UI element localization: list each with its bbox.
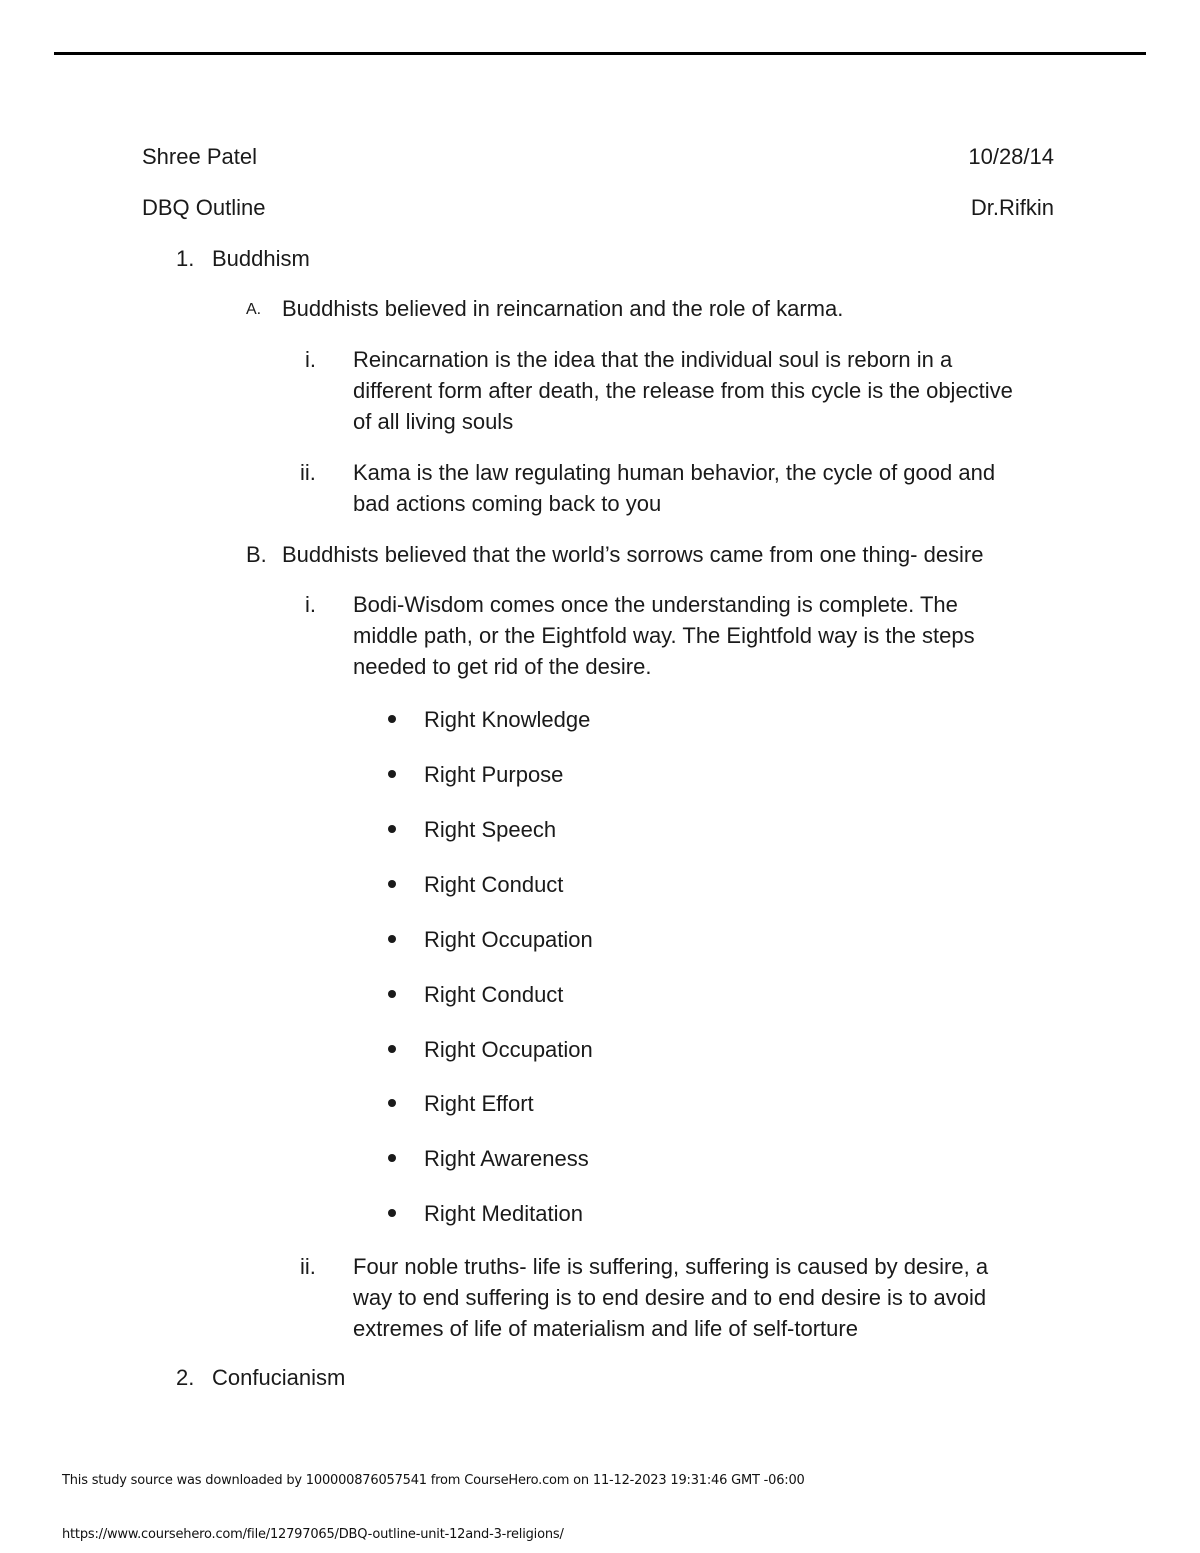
point-b-ii-line1: Four noble truths- life is suffering, suffering is caused by desire, a (353, 1254, 989, 1279)
section-1-title: Buddhism (212, 246, 310, 271)
point-a-i-line2: different form after death, the release from this cycle is the objective (353, 378, 1013, 403)
point-a-i-line3: of all living souls (353, 409, 514, 434)
section-1-number: 1. (176, 246, 195, 271)
point-a-ii-marker: ii. (300, 460, 316, 485)
bullet-item-5: Right Occupation (424, 927, 593, 952)
point-b-i-line3: needed to get rid of the desire. (353, 654, 652, 679)
point-b-ii-line2: way to end suffering is to end desire and to end desire is to avoid (353, 1285, 987, 1310)
bullet-icon (388, 1209, 396, 1217)
bullet-icon (388, 880, 396, 888)
bullet-item-8: Right Effort (424, 1091, 534, 1116)
point-b-text: Buddhists believed that the world’s sorrows came from one thing- desire (282, 542, 984, 567)
student-name: Shree Patel (142, 144, 257, 169)
bullet-icon (388, 1099, 396, 1107)
bullet-item-7: Right Occupation (424, 1037, 593, 1062)
bullet-icon (388, 1045, 396, 1053)
bullet-item-2: Right Purpose (424, 762, 564, 787)
date: 10/28/14 (968, 144, 1054, 169)
teacher-name: Dr.Rifkin (970, 195, 1054, 220)
section-2-number: 2. (176, 1365, 195, 1390)
point-a-i-marker: i. (305, 347, 316, 372)
point-b-ii-marker: ii. (300, 1254, 316, 1279)
point-b-ii-line3: extremes of life of materialism and life of self-torture (353, 1316, 858, 1341)
bullet-icon (388, 990, 396, 998)
point-b-i-line2: middle path, or the Eightfold way. The Eightfold way is the steps (353, 623, 975, 648)
bullet-item-3: Right Speech (424, 817, 557, 842)
bullet-item-4: Right Conduct (424, 872, 564, 897)
bullet-icon (388, 715, 396, 723)
point-b-marker: B. (246, 542, 267, 567)
bullet-item-6: Right Conduct (424, 982, 564, 1007)
point-a-i-line1: Reincarnation is the idea that the individual soul is reborn in a (353, 347, 953, 372)
section-2-title: Confucianism (212, 1365, 346, 1390)
document-title: DBQ Outline (142, 195, 266, 220)
bullet-icon (388, 1154, 396, 1162)
point-b-i-line1: Bodi-Wisdom comes once the understanding is complete. The (353, 592, 958, 617)
point-a-ii-line2: bad actions coming back to you (353, 491, 662, 516)
bullet-item-9: Right Awareness (424, 1146, 589, 1171)
bullet-item-1: Right Knowledge (424, 707, 591, 732)
bullet-item-10: Right Meditation (424, 1201, 583, 1226)
point-a-ii-line1: Kama is the law regulating human behavior, the cycle of good and (353, 460, 996, 485)
source-url-link[interactable]: https://www.coursehero.com/file/12797065/DBQ-outline-unit-12and-3-religions/ (62, 1527, 564, 1542)
bullet-icon (388, 935, 396, 943)
point-a-marker: A. (246, 301, 262, 318)
top-rule (54, 52, 1146, 55)
bullet-icon (388, 825, 396, 833)
point-a-text: Buddhists believed in reincarnation and the role of karma. (282, 296, 844, 321)
point-b-i-marker: i. (305, 592, 316, 617)
download-notice: This study source was downloaded by 100000876057541 from CourseHero.com on 11-12-2023 19:31:46 GMT -06:00 (62, 1473, 805, 1488)
bullet-icon (388, 770, 396, 778)
